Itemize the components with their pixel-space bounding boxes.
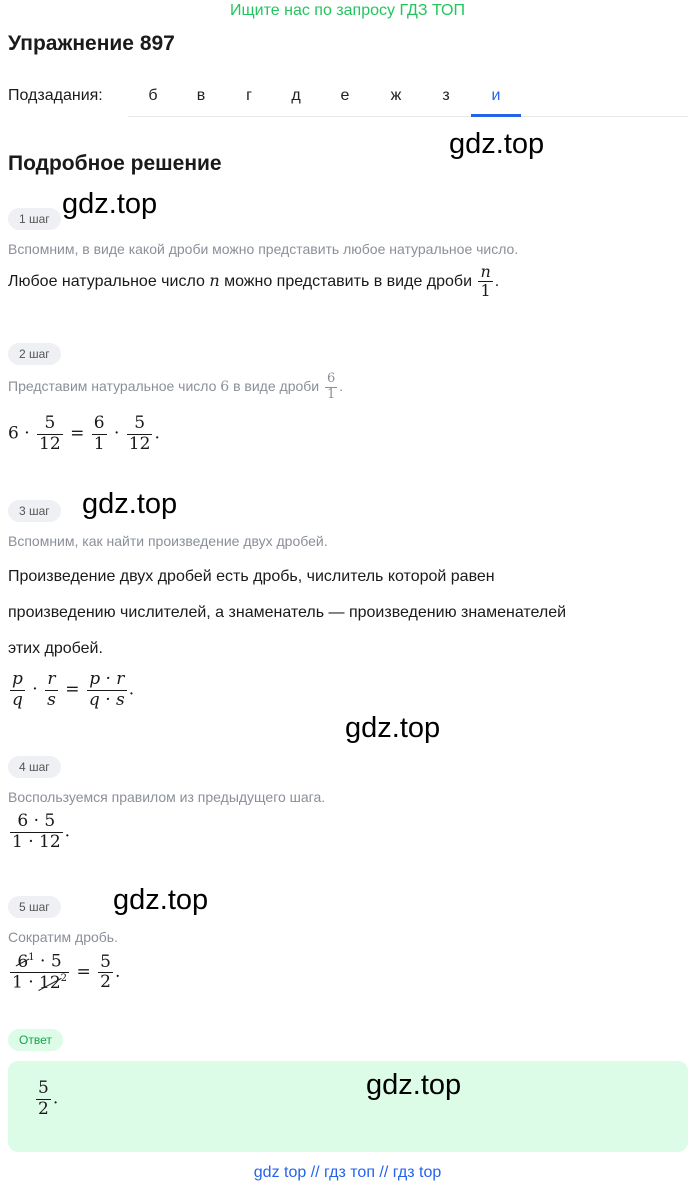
- fraction-numerator: r: [45, 670, 58, 691]
- reduced-value: 2: [60, 973, 68, 985]
- step-3-line-2: произведению числителей, а знаменатель — произведению знаменателей: [8, 604, 567, 621]
- subtasks-label: Подзадания:: [8, 87, 103, 104]
- numerator-rest: · 5: [40, 951, 62, 972]
- watermark: gdz.top: [113, 884, 209, 916]
- answer-value: $\frac{5}{2}$ .: [38, 1078, 59, 1119]
- reduced-value: 1: [28, 952, 35, 963]
- tab-v[interactable]: в: [196, 87, 206, 104]
- watermark: gdz.top: [345, 712, 441, 744]
- fraction-denominator: q · s: [88, 689, 125, 710]
- step-1-badge: 1 шаг: [8, 208, 61, 230]
- tab-z[interactable]: з: [442, 87, 450, 104]
- answer-badge: Ответ: [8, 1029, 63, 1051]
- fraction-denominator: 1: [93, 433, 105, 454]
- fraction-numerator: [10, 952, 69, 973]
- fraction-denominator: 2: [100, 972, 111, 993]
- crossed-out-number: 12: [39, 972, 61, 993]
- step-3-line-3: этих дробей.: [8, 640, 103, 657]
- fraction: [45, 670, 58, 710]
- watermark: gdz.top: [449, 128, 545, 160]
- tab-g[interactable]: г: [246, 87, 252, 104]
- fraction-numerator: 6: [327, 371, 336, 386]
- step-4-expression: $\frac{6 \cdot 5}{1 \cdot 12}$ .: [12, 811, 71, 852]
- answer-box: [8, 1061, 688, 1152]
- fraction-numerator: n: [480, 262, 491, 281]
- section-title: Подробное решение: [8, 152, 222, 175]
- fraction-denominator: 2: [38, 1098, 49, 1119]
- fraction-numerator: 6: [93, 413, 105, 433]
- fraction-denominator: [10, 973, 69, 993]
- crossed-out-number: 6: [17, 951, 29, 972]
- step-1-fraction: [478, 263, 492, 301]
- fraction-denominator: 1: [327, 386, 336, 402]
- fraction-numerator: 5: [37, 414, 63, 435]
- fraction-denominator: 12: [128, 433, 151, 454]
- fraction: [36, 1079, 51, 1119]
- watermark: gdz.top: [366, 1069, 462, 1101]
- step-3-rule: $\frac{p}{q}$ · $\frac{r}{s}$ = $\frac{p \cdot r}{q \cdot s}$ .: [12, 669, 135, 710]
- tab-d[interactable]: д: [291, 87, 301, 104]
- step-2-hint-after: в виде дроби: [233, 378, 320, 395]
- step-1-text-after: можно представить в виде дроби: [224, 273, 473, 291]
- search-banner: Ищите нас по запросу ГДЗ ТОП: [230, 2, 465, 19]
- fraction-numerator: 5: [127, 414, 153, 435]
- step-2-hint-before: Представим натуральное число: [8, 378, 217, 395]
- step-1-text-before: Любое натуральное число: [8, 273, 205, 291]
- fraction: [10, 952, 69, 993]
- fraction: [98, 953, 113, 993]
- step-3-hint: Вспомним, как найти произведение двух дробей.: [8, 533, 328, 549]
- step-4-badge: 4 шаг: [8, 756, 61, 778]
- step-1-text: Любое натуральное число n можно представить в виде дроби $\frac{n}{1}$ .: [8, 262, 500, 301]
- subtasks-tabs: [128, 78, 688, 117]
- fraction-denominator: q: [12, 689, 23, 710]
- tab-i[interactable]: и: [471, 78, 521, 115]
- tab-zh[interactable]: ж: [390, 87, 402, 104]
- fraction-numerator: 5: [38, 1078, 49, 1098]
- watermark: gdz.top: [62, 188, 158, 220]
- tab-e[interactable]: е: [340, 87, 350, 104]
- tab-b[interactable]: б: [148, 87, 158, 104]
- fraction: [127, 414, 153, 454]
- fraction-numerator: 5: [100, 951, 111, 972]
- denominator-rest: 1 ·: [12, 972, 34, 993]
- fraction-numerator: p: [12, 669, 23, 689]
- step-5-reduction: $\frac{6^1 \cdot 5}{1 \cdot 12^2}$ = $\frac{5}{2}$ .: [12, 951, 121, 993]
- fraction-denominator: s: [47, 689, 56, 710]
- watermark: gdz.top: [82, 488, 178, 520]
- step-4-hint: Воспользуемся правилом из предыдущего шага.: [8, 789, 326, 805]
- step-2-equation: 6 · $\frac{5}{12}$ = $\frac{6}{1}$ · $\frac{5}{12}$ .: [8, 413, 160, 454]
- step-5-hint: Сократим дробь.: [8, 929, 118, 945]
- step-2-badge: 2 шаг: [8, 343, 61, 365]
- fraction-denominator: 1 · 12: [12, 831, 61, 852]
- eq-term: 6: [8, 423, 19, 444]
- fraction-numerator: p · r: [87, 670, 127, 691]
- footer-links[interactable]: gdz top // гдз топ // гдз top: [253, 1164, 442, 1181]
- fraction-numerator: 6 · 5: [10, 812, 63, 833]
- fraction: [87, 670, 127, 710]
- step-2-hint-number: 6: [220, 379, 230, 396]
- step-3-line-1: Произведение двух дробей есть дробь, числитель которой равен: [8, 568, 495, 585]
- step-2-hint: Представим натуральное число 6 в виде дроби $\frac{6}{1}$ .: [8, 371, 344, 402]
- step-1-var: n: [209, 271, 220, 291]
- fraction-denominator: 12: [39, 433, 61, 454]
- step-3-badge: 3 шаг: [8, 500, 61, 522]
- fraction: [37, 414, 63, 454]
- fraction: [92, 414, 107, 454]
- step-5-badge: 5 шаг: [8, 896, 61, 918]
- fraction-denominator: 1: [480, 281, 491, 301]
- page-title: Упражнение 897: [8, 32, 175, 55]
- step-2-hint-fraction: [325, 372, 337, 403]
- fraction: [10, 812, 63, 852]
- step-1-hint: Вспомним, в виде какой дроби можно представить любое натуральное число.: [8, 241, 519, 257]
- fraction: [10, 670, 25, 710]
